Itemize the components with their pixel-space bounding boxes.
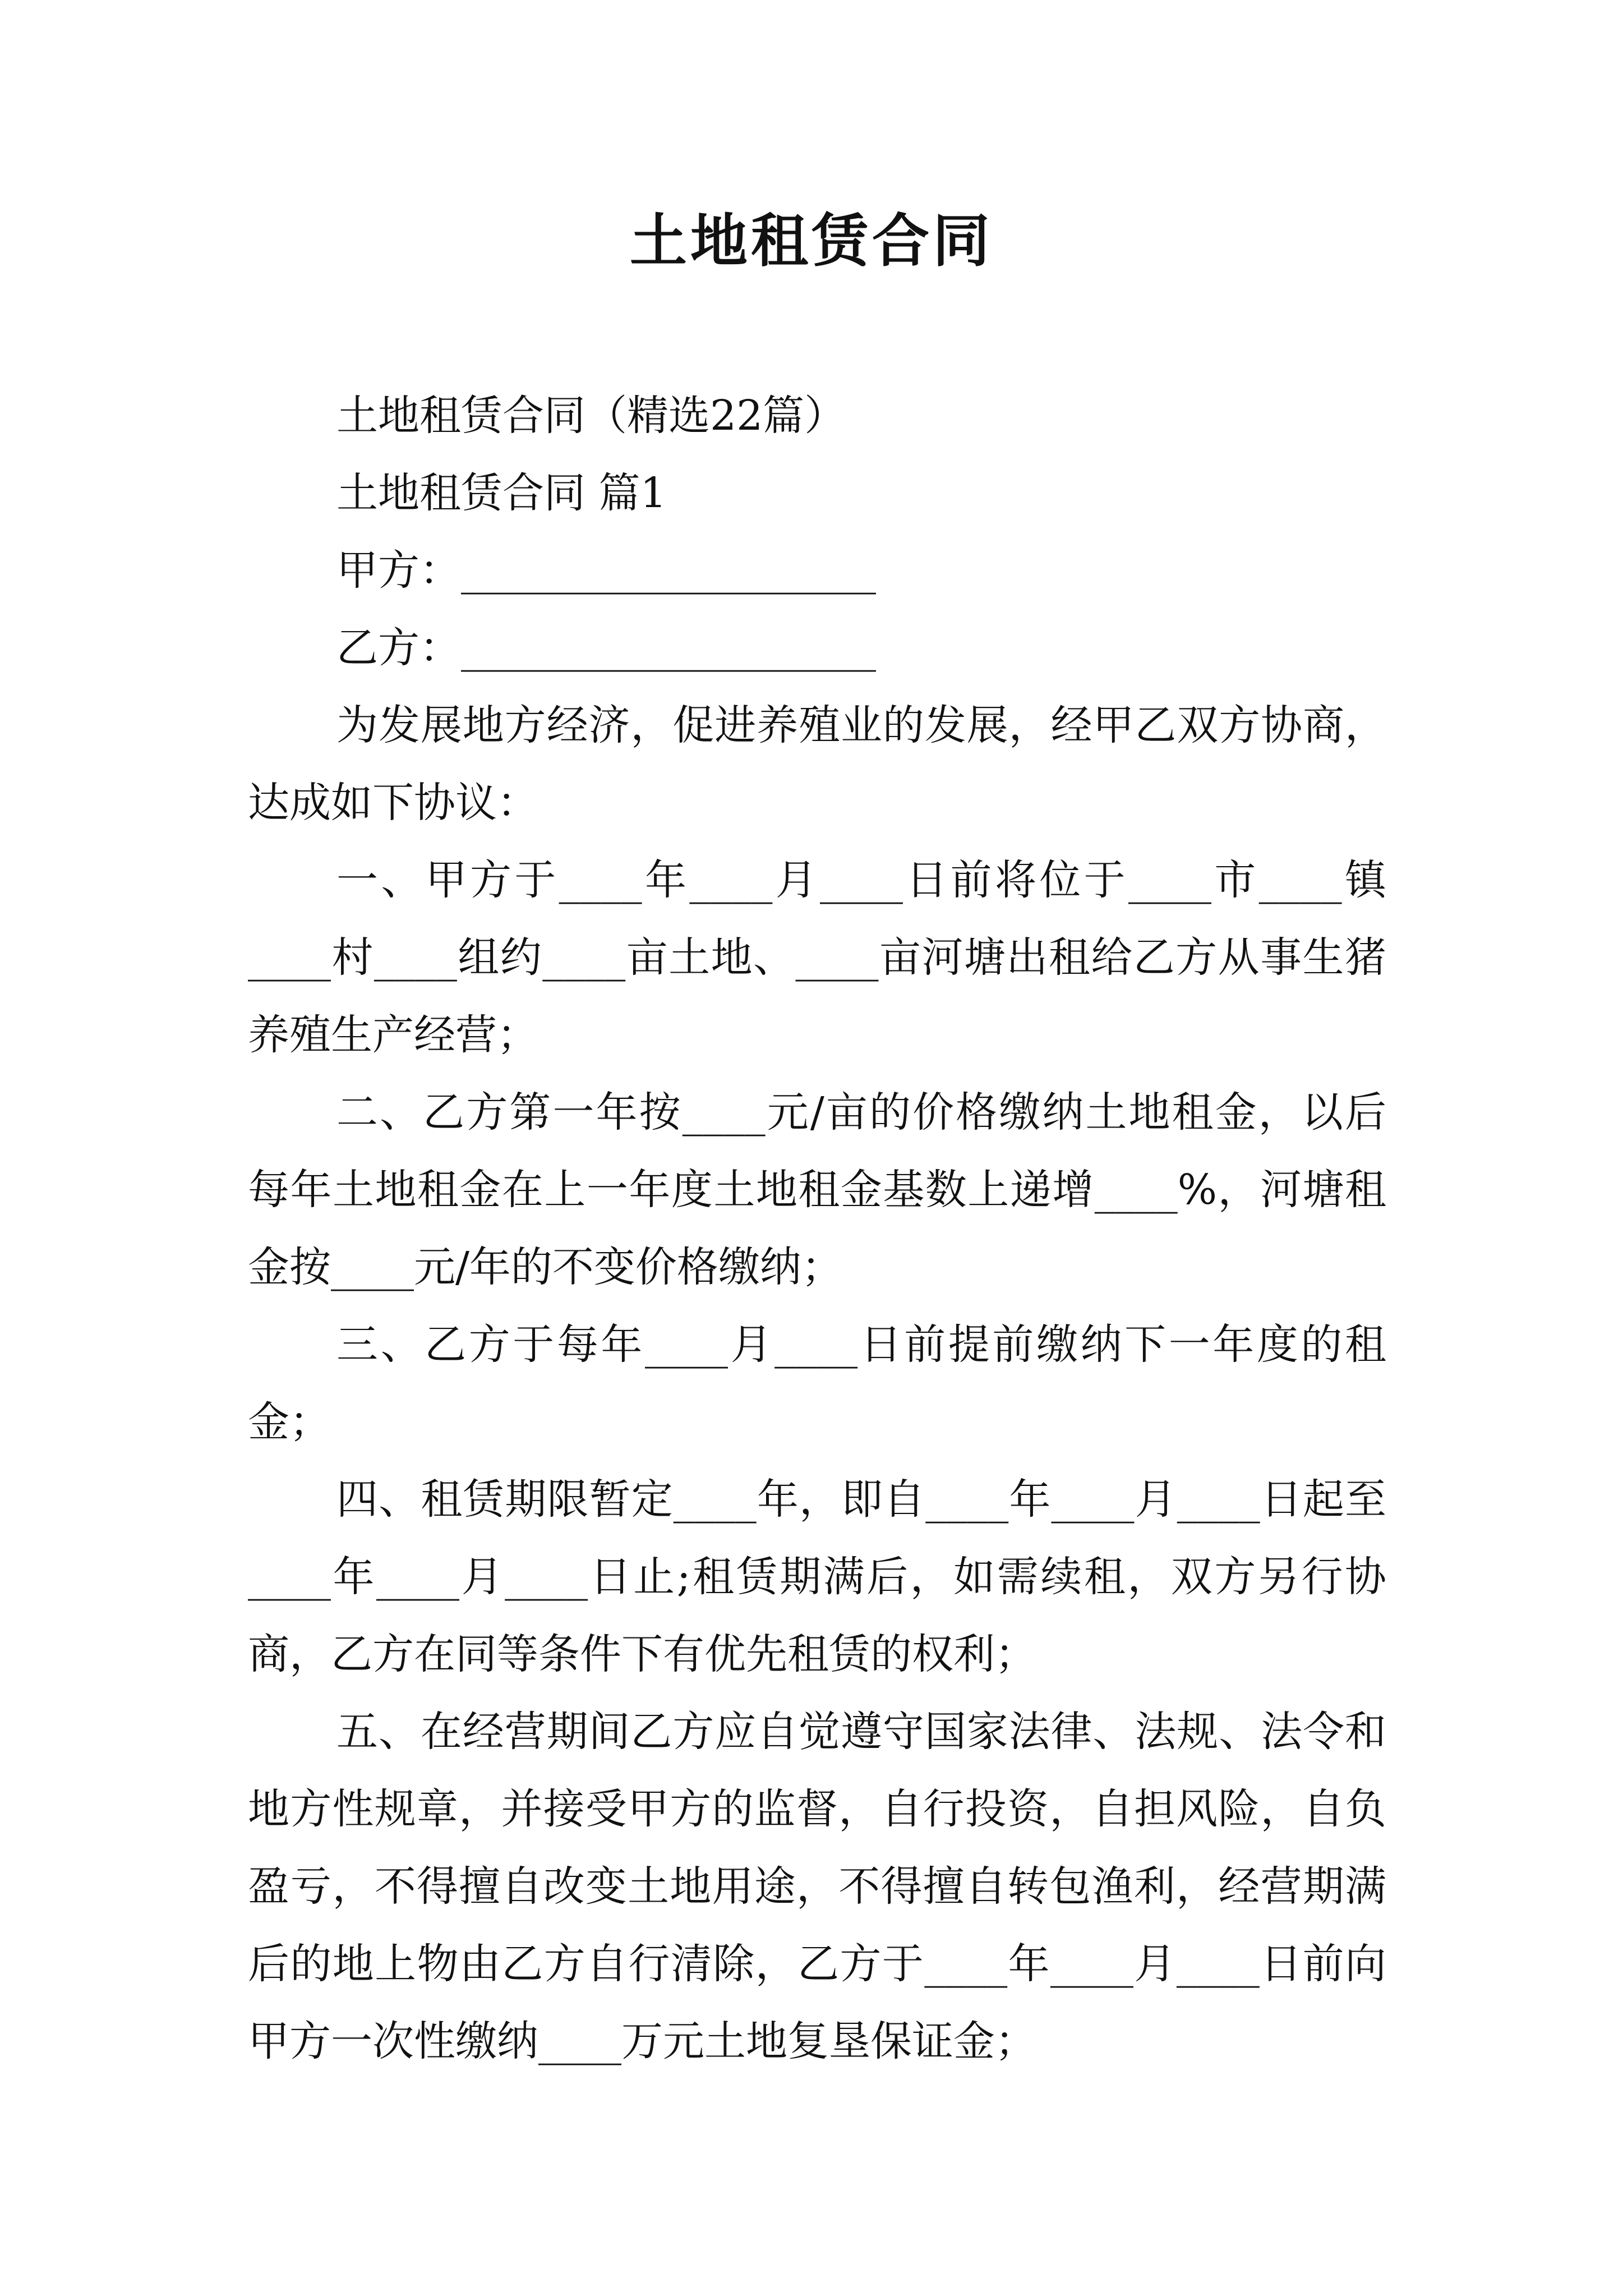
subtitle-paragraph: 土地租赁合同（精选22篇） [336,392,846,440]
clause-5: 五、在经营期间乙方应自觉遵守国家法律、法规、法令和地方性规章，并接受甲方的监督，自行投资，自担风险，自负盈亏，不得擅自改变土地用途，不得擅自转包渔利，经营期满后的地上物由乙方自行清除，乙方于____年____月____日前向甲方一次性缴纳____万元土地复垦保证金； [248,1708,1386,2065]
party-a-line: 甲方：____________________ [336,546,876,595]
clause-3: 三、乙方于每年____月____日前提前缴纳下一年度的租金； [248,1320,1386,1446]
document-title: 土地租赁合同 [630,208,993,275]
clause-4: 四、租赁期限暂定____年，即自____年____月____日起至____年____月____日止;租赁期满后，如需续租，双方另行协商，乙方在同等条件下有优先租赁的权利； [248,1475,1386,1678]
clause-2: 二、乙方第一年按____元/亩的价格缴纳土地租金，以后每年土地租金在上一年度土地租金基数上递增____%，河塘租金按____元/年的不变价格缴纳； [248,1088,1386,1291]
document-body [248,377,1386,2080]
section-heading: 土地租赁合同 篇1 [336,469,667,517]
party-b-line: 乙方：____________________ [336,624,876,672]
preamble-paragraph: 为发展地方经济，促进养殖业的发展，经甲乙双方协商，达成如下协议： [248,701,1386,827]
clause-1: 一、甲方于____年____月____日前将位于____市____镇____村____组约____亩土地、____亩河塘出租给乙方从事生猪养殖生产经营； [248,856,1386,1059]
